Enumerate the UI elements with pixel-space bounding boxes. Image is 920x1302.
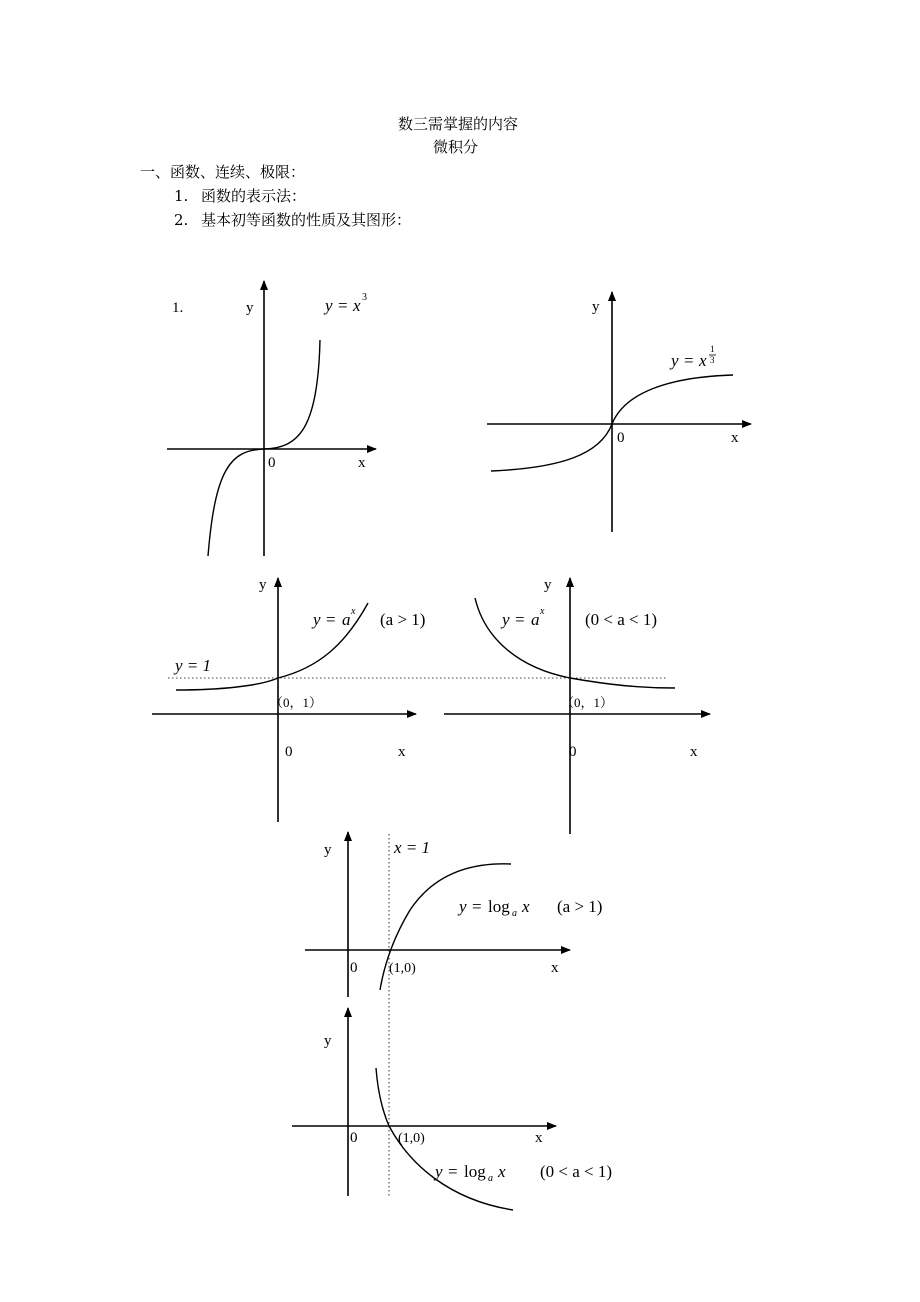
eq-arg: x — [522, 897, 530, 916]
eq-lhs: y — [459, 897, 467, 916]
equation-log-growth — [457, 897, 602, 919]
eq-lhs: y — [313, 610, 321, 629]
eq-lhs: y — [325, 296, 333, 315]
eq-exp-denominator: 3 — [710, 355, 715, 365]
equation-exp-decay — [500, 606, 657, 629]
eq-exponent: x — [351, 606, 356, 617]
x-axis-label: x — [535, 1130, 543, 1146]
graph-exp-growth — [152, 577, 425, 822]
y-axis-label: y — [246, 300, 254, 316]
graph-log-decay — [292, 1008, 612, 1210]
eq-lhs: y — [435, 1162, 443, 1181]
origin-label: 0 — [350, 1130, 358, 1146]
equation-cubic — [323, 292, 367, 315]
doc-title: 数三需掌握的内容 — [398, 115, 519, 133]
graph-exp-decay — [444, 577, 710, 834]
list-item-num-1: 1. — [174, 187, 189, 205]
eq-base: a — [531, 610, 540, 629]
eq-exponent: x — [540, 606, 545, 617]
eq-sign: = — [515, 610, 525, 629]
origin-label: 0 — [569, 744, 577, 760]
vline-label: x = 1 — [394, 838, 431, 857]
doc-subtitle: 微积分 — [433, 138, 479, 156]
x-axis-label: x — [398, 744, 406, 760]
y-axis-label: y — [324, 842, 332, 858]
eq-condition: (a > 1) — [557, 897, 603, 916]
point-label: (1,0) — [389, 961, 416, 976]
x-axis-label: x — [690, 744, 698, 760]
eq-base: x — [353, 296, 361, 315]
list-item-text-1: 函数的表示法： — [201, 187, 307, 205]
eq-exp-numerator: 1 — [710, 344, 715, 354]
x-axis-label: x — [358, 455, 366, 471]
graph-cubic — [167, 281, 376, 556]
list-item-num-2: 2. — [174, 211, 189, 229]
eq-condition: (0 < a < 1) — [585, 610, 658, 629]
eq-arg: x — [498, 1162, 506, 1181]
exp-growth-curve — [176, 603, 368, 690]
eq-subscript: a — [488, 1173, 493, 1184]
eq-lhs: y — [502, 610, 510, 629]
x-axis-label: x — [731, 430, 739, 446]
section-heading: 一、函数、连续、极限： — [140, 163, 306, 181]
log-decay-curve — [376, 1068, 513, 1210]
point-label: （0，1） — [561, 695, 614, 710]
list-item-text-2: 基本初等函数的性质及其图形： — [201, 211, 412, 229]
y-axis-label: y — [592, 299, 600, 315]
point-label: (1,0) — [398, 1131, 425, 1146]
asymptote-label: y = 1 — [175, 656, 212, 675]
eq-base: x — [699, 351, 707, 370]
eq-sign: = — [472, 897, 482, 916]
equation-exp-growth — [311, 606, 425, 629]
eq-condition: (0 < a < 1) — [540, 1162, 613, 1181]
eq-subscript: a — [512, 908, 517, 919]
eq-sign: = — [338, 296, 348, 315]
origin-label: 0 — [285, 744, 293, 760]
point-label: （0，1） — [270, 695, 323, 710]
eq-base: a — [342, 610, 351, 629]
equation-log-decay — [433, 1162, 612, 1184]
eq-fn: log — [464, 1162, 486, 1181]
eq-condition: (a > 1) — [380, 610, 426, 629]
graph-label-1: 1. — [172, 300, 184, 316]
eq-sign: = — [326, 610, 336, 629]
origin-label: 0 — [268, 455, 276, 471]
y-axis-label: y — [324, 1033, 332, 1049]
eq-sign: = — [684, 351, 694, 370]
x-axis-label: x — [551, 960, 559, 976]
eq-fn: log — [488, 897, 510, 916]
eq-sign: = — [448, 1162, 458, 1181]
eq-lhs: y — [671, 351, 679, 370]
equation-cube-root — [669, 344, 716, 370]
graph-cube-root — [487, 292, 751, 532]
graph-log-growth — [305, 832, 602, 997]
origin-label: 0 — [617, 430, 625, 446]
origin-label: 0 — [350, 960, 358, 976]
y-axis-label: y — [259, 577, 267, 593]
eq-exponent: 3 — [362, 292, 367, 303]
y-axis-label: y — [544, 577, 552, 593]
